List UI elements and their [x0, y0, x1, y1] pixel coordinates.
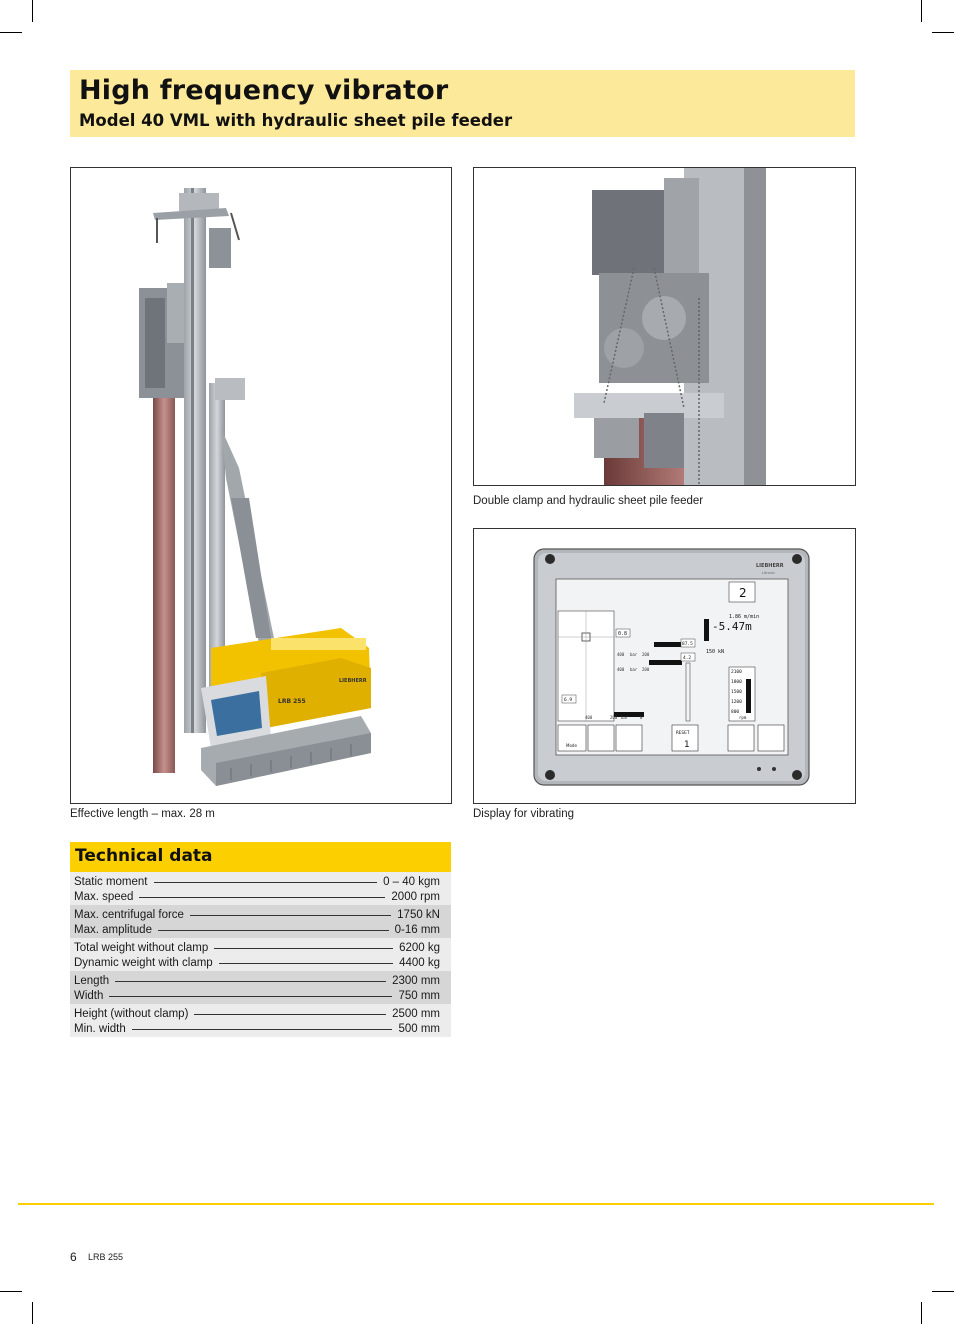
spec-value: 2000 rpm: [391, 890, 440, 903]
clamp-illustration: [474, 168, 855, 485]
display-pressure-low: 6.9: [564, 698, 573, 703]
spec-row: [74, 874, 440, 889]
crop-mark: [0, 32, 22, 33]
spec-label: Max. centrifugal force: [74, 908, 184, 921]
piling-rig-illustration: [71, 168, 451, 803]
spec-label: Max. amplitude: [74, 923, 152, 936]
footer-rule: [18, 1203, 934, 1205]
control-display-illustration: [474, 529, 855, 803]
spec-value: 2300 mm: [392, 974, 440, 987]
spec-row: [74, 988, 440, 1003]
spec-leader-line: [109, 996, 392, 997]
technical-data-header: [70, 842, 451, 872]
display-bar-scale-c-3: bar: [621, 715, 629, 720]
spec-value: 750 mm: [398, 989, 440, 1002]
display-pressure-mid-bottom: 4.2: [683, 656, 692, 661]
spec-row: [74, 889, 440, 904]
display-bar-scale-a-3: 200: [642, 652, 650, 657]
display-figure: [473, 528, 856, 804]
page-subtitle: Model 40 VML with hydraulic sheet pile feeder: [79, 111, 513, 130]
display-pressure-mid-top: 87.5: [682, 642, 693, 647]
spec-leader-line: [115, 981, 386, 982]
spec-leader-line: [154, 882, 378, 883]
clamp-figure: [473, 167, 856, 486]
crop-mark: [932, 1291, 954, 1292]
display-speed: 1.86 m/min: [729, 614, 760, 620]
display-bar-scale-c-2: 200: [610, 715, 618, 720]
display-reset-label: RESET: [676, 731, 690, 736]
spec-label: Min. width: [74, 1022, 126, 1035]
display-bar-scale-b-3: 200: [642, 667, 650, 672]
spec-label: Total weight without clamp: [74, 941, 209, 954]
display-brand-sub: Litronic: [762, 571, 775, 575]
display-pressure-left: 0.8: [618, 631, 628, 637]
spec-value: 0 – 40 kgm: [383, 875, 440, 888]
display-force: 150 kN: [706, 649, 725, 655]
page-number: 6: [70, 1250, 77, 1264]
spec-label: Width: [74, 989, 104, 1002]
machine-caption: Effective length – max. 28 m: [70, 808, 215, 820]
spec-label: Max. speed: [74, 890, 134, 903]
crop-mark: [32, 0, 33, 22]
spec-label: Dynamic weight with clamp: [74, 956, 213, 969]
crop-mark: [921, 1302, 922, 1324]
crop-mark: [32, 1302, 33, 1324]
spec-value: 500 mm: [398, 1022, 440, 1035]
display-rpm-unit: rpm: [739, 715, 747, 720]
spec-row: [74, 907, 440, 922]
spec-value: 6200 kg: [399, 941, 440, 954]
spec-row: [74, 973, 440, 988]
display-caption: Display for vibrating: [473, 808, 574, 820]
spec-group: [70, 971, 451, 1004]
technical-data-title: Technical data: [75, 846, 213, 866]
display-rpm-tick-1: 2100: [731, 670, 742, 675]
machine-figure: [70, 167, 452, 804]
spec-leader-line: [219, 963, 393, 964]
crop-mark: [0, 1291, 22, 1292]
spec-label: Static moment: [74, 875, 148, 888]
title-banner: [70, 70, 855, 137]
display-top-badge: 2: [739, 586, 747, 600]
spec-value: 0-16 mm: [394, 923, 440, 936]
document-name: LRB 255: [88, 1252, 124, 1262]
display-bar-scale-c-1: 400: [585, 715, 593, 720]
display-bar-scale-a-2: bar: [630, 652, 638, 657]
display-rpm-tick-5: 800: [731, 710, 740, 715]
crop-mark: [932, 32, 954, 33]
machine-brand-mark: LIEBHERR: [339, 678, 367, 684]
spec-label: Length: [74, 974, 110, 987]
spec-row: [74, 1021, 440, 1036]
display-rpm-tick-3: 1500: [731, 690, 742, 695]
clamp-caption: Double clamp and hydraulic sheet pile feeder: [473, 495, 704, 507]
spec-leader-line: [214, 948, 393, 949]
display-rpm-tick-4: 1200: [731, 700, 742, 705]
spec-row: [74, 940, 440, 955]
spec-value: 1750 kN: [397, 908, 440, 921]
spec-leader-line: [190, 915, 391, 916]
spec-group: [70, 938, 451, 971]
spec-leader-line: [158, 930, 389, 931]
display-brand: LIEBHERR: [756, 563, 784, 569]
spec-label: Height (without clamp): [74, 1007, 189, 1020]
page-title: High frequency vibrator: [79, 75, 449, 106]
display-depth: -5.47m: [712, 620, 752, 633]
spec-row: [74, 955, 440, 970]
spec-group: [70, 905, 451, 938]
display-bar-scale-b-2: bar: [630, 667, 638, 672]
spec-row: [74, 1006, 440, 1021]
spec-leader-line: [139, 897, 385, 898]
display-rpm-tick-2: 1800: [731, 680, 742, 685]
display-bar-scale-c-4: 0: [640, 715, 643, 720]
spec-row: [74, 922, 440, 937]
spec-group: [70, 872, 451, 905]
spec-value: 2500 mm: [392, 1007, 440, 1020]
crop-mark: [921, 0, 922, 22]
display-bar-scale-a-1: 400: [617, 652, 625, 657]
machine-model-mark: LRB 255: [278, 698, 306, 705]
display-mode-label: Mode: [566, 743, 577, 748]
display-counter: 1: [684, 740, 690, 750]
spec-group: [70, 1004, 451, 1037]
display-bar-scale-b-1: 400: [617, 667, 625, 672]
spec-leader-line: [194, 1014, 386, 1015]
spec-value: 4400 kg: [399, 956, 440, 969]
spec-leader-line: [132, 1029, 393, 1030]
